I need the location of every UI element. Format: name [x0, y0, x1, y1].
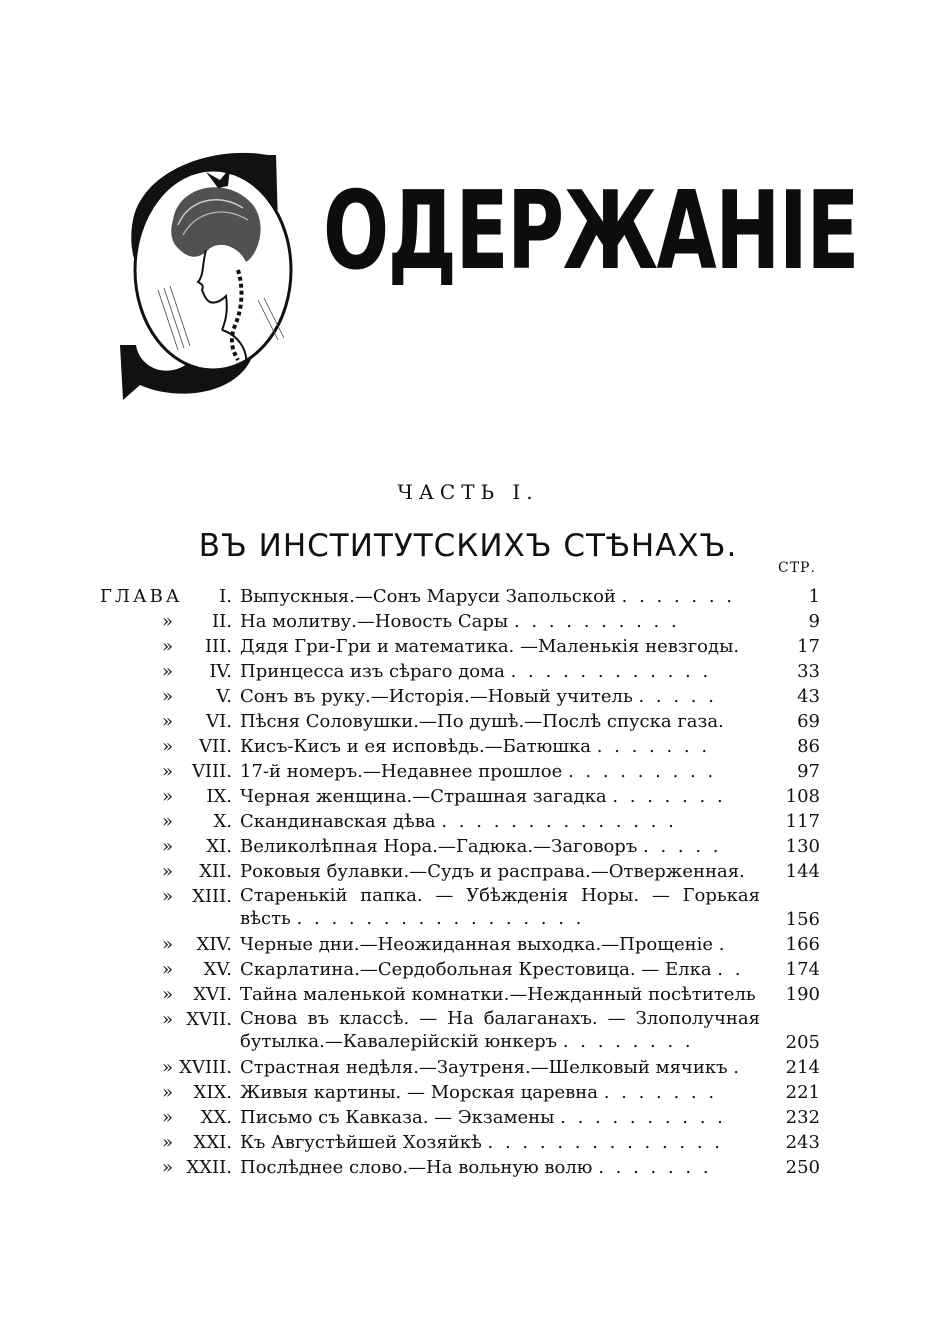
toc-row: [100, 982, 820, 1007]
toc-row: [100, 1130, 820, 1155]
ditto-mark: »: [161, 1082, 173, 1103]
toc-row: [100, 659, 820, 684]
ditto-mark: »: [161, 984, 173, 1005]
page-number: 130: [785, 836, 820, 857]
toc-row: [100, 584, 820, 609]
chapter-title: Письмо съ Кавказа. — Экзамены . . . . . . . . . .: [240, 1107, 726, 1128]
ditto-mark: »: [161, 636, 173, 657]
page-number: 108: [785, 786, 820, 807]
chapter-title: Скандинавская дѣва . . . . . . . . . . . . . .: [240, 811, 677, 832]
page-number: 190: [785, 984, 820, 1005]
toc-row: [100, 884, 820, 932]
ditto-mark: »: [161, 786, 173, 807]
page-number: 221: [785, 1082, 820, 1103]
ditto-mark: »: [161, 1132, 173, 1153]
leader-dots: . . . . . . .: [598, 1157, 712, 1178]
chapter-title: Пѣсня Соловушки.—По душѣ.—Послѣ спуска газа.: [240, 711, 724, 732]
leader-dots: . . . . . . . . . . . . . .: [441, 811, 677, 832]
leader-dots: . .: [717, 959, 744, 980]
page-number: 205: [785, 1032, 820, 1053]
page-number: 144: [785, 861, 820, 882]
part-title: ВЪ ИНСТИТУТСКИХЪ СТѢНАХЪ.: [198, 528, 738, 564]
chapter-numeral: XVIII.: [179, 1057, 232, 1078]
toc-row: [100, 709, 820, 734]
chapter-title: Сонъ въ руку.—Исторія.—Новый учитель . . . . .: [240, 686, 717, 707]
chapter-title: Снова въ классѣ. — На балаганахъ. — Злополучная бутылка.—Кавалерійскій юнкеръ . . . . . . . .: [240, 1008, 760, 1052]
decorative-heading: [118, 150, 858, 420]
chapter-numeral: XIX.: [193, 1082, 232, 1103]
leader-dots: . . . . . . .: [621, 586, 736, 607]
chapter-numeral: III.: [204, 636, 232, 657]
ditto-mark: »: [161, 836, 173, 857]
chapter-title: Страстная недѣля.—Заутреня.—Шелковый мячикъ .: [240, 1057, 742, 1078]
ditto-mark: »: [161, 1057, 173, 1078]
ditto-mark: »: [161, 611, 173, 632]
chapter-numeral: IV.: [209, 661, 232, 682]
ditto-mark: »: [161, 686, 173, 707]
chapter-numeral: XI.: [206, 836, 232, 857]
page-number: 166: [785, 934, 820, 955]
chapter-numeral: XVI.: [193, 984, 232, 1005]
toc-row: [100, 834, 820, 859]
chapter-numeral: X.: [213, 811, 232, 832]
page-number: 69: [797, 711, 820, 732]
toc-row: [100, 1080, 820, 1105]
leader-dots: . . . . . . . . . . . . . .: [487, 1132, 724, 1153]
page-number: 117: [785, 811, 820, 832]
toc-row: [100, 609, 820, 634]
chapter-title: Кисъ-Кисъ и ея исповѣдь.—Батюшка . . . . . . .: [240, 736, 711, 757]
ditto-mark: »: [161, 886, 173, 907]
heading-title: ОДЕРЖАНІЕ: [323, 169, 859, 294]
toc-row: [100, 1155, 820, 1180]
chapter-title: Великолѣпная Нора.—Гадюка.—Заговоръ . . . . .: [240, 836, 722, 857]
ditto-mark: »: [161, 934, 173, 955]
portrait-initial-illustration: [118, 150, 333, 400]
leader-dots: . . . . .: [638, 686, 717, 707]
leader-dots: . . . . . . .: [612, 786, 726, 807]
leader-dots: . . . . . . . . . . . .: [510, 661, 712, 682]
page-number: 86: [797, 736, 820, 757]
page-number: 250: [785, 1157, 820, 1178]
chapter-numeral: XX.: [200, 1107, 232, 1128]
toc-row: [100, 684, 820, 709]
toc-row: [100, 1007, 820, 1055]
chapter-numeral: VII.: [199, 736, 232, 757]
ditto-mark: »: [161, 959, 173, 980]
page-number: 9: [808, 611, 820, 632]
chapter-title: Послѣднее слово.—На вольную волю . . . . . . .: [240, 1157, 712, 1178]
chapter-numeral: XV.: [203, 959, 232, 980]
toc-row: [100, 809, 820, 834]
page-number: 1: [808, 586, 820, 607]
ditto-mark: »: [161, 711, 173, 732]
ditto-mark: »: [161, 736, 173, 757]
leader-dots: .: [718, 934, 728, 955]
ditto-mark: »: [161, 661, 173, 682]
page-number: 17: [797, 636, 820, 657]
page-column-header: СТР.: [778, 560, 816, 576]
chapter-numeral: XVII.: [186, 1009, 232, 1030]
chapter-title: Принцесса изъ сѣраго дома . . . . . . . . . . . .: [240, 661, 712, 682]
chapter-numeral: V.: [216, 686, 232, 707]
chapter-numeral: XIII.: [192, 886, 232, 907]
chapter-numeral: VI.: [206, 711, 232, 732]
chapter-title: Къ Августѣйшей Хозяйкѣ . . . . . . . . . . . . . .: [240, 1132, 724, 1153]
toc-row: [100, 932, 820, 957]
page-number: 174: [785, 959, 820, 980]
chapter-title: Черные дни.—Неожиданная выходка.—Прощеніе .: [240, 934, 728, 955]
ditto-mark: »: [161, 761, 173, 782]
part-label: ЧАСТЬ I.: [397, 480, 539, 504]
page-number: 43: [797, 686, 820, 707]
ditto-mark: »: [161, 1107, 173, 1128]
leader-dots: . . . . . . . . .: [567, 761, 717, 782]
toc-row: [100, 759, 820, 784]
toc-row: [100, 1105, 820, 1130]
page-number: 232: [785, 1107, 820, 1128]
toc-row: [100, 957, 820, 982]
leader-dots: . . . . . . . .: [562, 1031, 694, 1052]
leader-dots: . . . . .: [643, 836, 722, 857]
chapter-numeral: I.: [219, 586, 232, 607]
chapter-numeral: VIII.: [191, 761, 232, 782]
chapter-title: Тайна маленькой комнатки.—Нежданный посѣтитель: [240, 984, 756, 1005]
chapter-numeral: XXII.: [186, 1157, 232, 1178]
toc-row: [100, 634, 820, 659]
page-number: 214: [785, 1057, 820, 1078]
page-number: 97: [797, 761, 820, 782]
toc-row: [100, 784, 820, 809]
chapter-label: ГЛАВА: [100, 586, 183, 607]
chapter-title: Скарлатина.—Сердобольная Крестовица. — Елка . .: [240, 959, 744, 980]
leader-dots: . . . . . . . . . .: [513, 611, 680, 632]
page-number: 33: [797, 661, 820, 682]
chapter-numeral: XII.: [199, 861, 232, 882]
chapter-title: Роковыя булавки.—Судъ и расправа.—Отверженная.: [240, 861, 745, 882]
chapter-title: Дядя Гри-Гри и математика. —Маленькія невзгоды.: [240, 636, 740, 657]
leader-dots: .: [733, 1057, 742, 1078]
leader-dots: . . . . . . .: [603, 1082, 718, 1103]
ditto-mark: »: [161, 861, 173, 882]
chapter-title: Живыя картины. — Морская царевна . . . . . . .: [240, 1082, 718, 1103]
chapter-numeral: XIV.: [196, 934, 232, 955]
chapter-numeral: IX.: [206, 786, 232, 807]
ditto-mark: »: [161, 1157, 173, 1178]
chapter-title: На молитву.—Новость Сары . . . . . . . . . .: [240, 611, 680, 632]
ditto-mark: »: [161, 1009, 173, 1030]
page-number: 156: [785, 909, 820, 930]
chapter-numeral: II.: [212, 611, 232, 632]
chapter-title: 17-й номеръ.—Недавнее прошлое . . . . . . . . .: [240, 761, 717, 782]
ditto-mark: »: [161, 811, 173, 832]
page-number: 243: [785, 1132, 820, 1153]
chapter-title: Старенькій папка. — Убѣжденія Норы. — Горькая вѣсть . . . . . . . . . . . . . . . . .: [240, 885, 760, 929]
chapter-title: Выпускныя.—Сонъ Маруси Запольской . . . . . . .: [240, 586, 736, 607]
chapter-title: Черная женщина.—Страшная загадка . . . . . . .: [240, 786, 726, 807]
toc-row: [100, 1055, 820, 1080]
leader-dots: . . . . . . . . . . . . . . . . .: [296, 908, 585, 929]
toc-row: [100, 859, 820, 884]
toc-row: [100, 734, 820, 759]
leader-dots: . . . . . . .: [596, 736, 711, 757]
table-of-contents: [100, 584, 820, 1180]
leader-dots: . . . . . . . . . .: [560, 1107, 726, 1128]
chapter-numeral: XXI.: [193, 1132, 232, 1153]
